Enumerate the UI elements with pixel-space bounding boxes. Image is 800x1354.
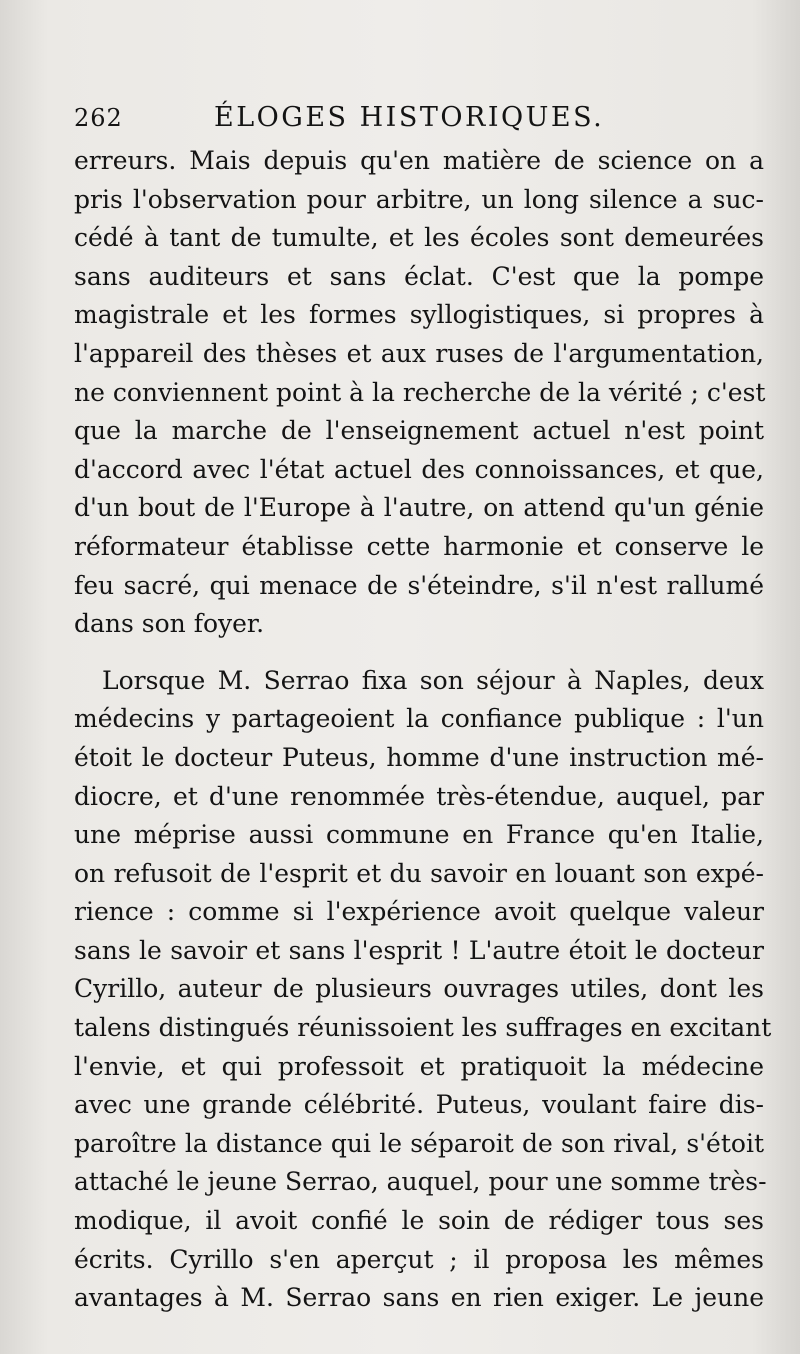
- page-header: [74, 98, 760, 138]
- text-line: l'appareil des thèses et aux ruses de l'argumentation,: [74, 338, 764, 368]
- text-line: pris l'observation pour arbitre, un long silence a suc-: [74, 184, 764, 214]
- text-line: attaché le jeune Serrao, auquel, pour une somme très-: [74, 1167, 767, 1197]
- text-line: on refusoit de l'esprit et du savoir en louant son expé-: [74, 858, 764, 888]
- text-line: Lorsque M. Serrao fixa son séjour à Naples, deux: [102, 665, 764, 695]
- paragraph-2: [74, 662, 772, 1318]
- text-line: étoit le docteur Puteus, homme d'une instruction mé-: [74, 742, 764, 772]
- body-text: [74, 142, 772, 1318]
- text-line: diocre, et d'une renommée très-étendue, auquel, par: [74, 781, 764, 811]
- text-line: l'envie, et qui professoit et pratiquoit la médecine: [74, 1051, 764, 1081]
- text-line: sans auditeurs et sans éclat. C'est que la pompe: [74, 261, 764, 291]
- running-title: ÉLOGES HISTORIQUES.: [214, 102, 605, 133]
- text-line: erreurs. Mais depuis qu'en matière de science on a: [74, 146, 764, 175]
- text-line: magistrale et les formes syllogistiques, si propres à: [74, 300, 764, 330]
- text-line: d'un bout de l'Europe à l'autre, on attend qu'un génie: [74, 493, 764, 523]
- paragraph-1: [74, 142, 764, 644]
- text-line: cédé à tant de tumulte, et les écoles sont demeurées: [74, 223, 764, 253]
- text-line: que la marche de l'enseignement actuel n'est point: [74, 416, 764, 446]
- paragraph-gap: [74, 644, 764, 662]
- text-line: sans le savoir et sans l'esprit ! L'autre étoit le docteur: [74, 935, 764, 965]
- text-line: ne conviennent point à la recherche de la vérité ; c'est: [74, 377, 766, 407]
- text-line: Cyrillo, auteur de plusieurs ouvrages utiles, dont les: [74, 974, 764, 1004]
- text-line: d'accord avec l'état actuel des connoissances, et que,: [74, 454, 764, 484]
- text-line: une méprise aussi commune en France qu'en Italie,: [74, 820, 764, 850]
- text-line: médecins y partageoient la confiance publique : l'un: [74, 704, 764, 734]
- text-line: talens distingués réunissoient les suffrages en excitant: [74, 1013, 772, 1043]
- page-number: 262: [74, 104, 123, 132]
- text-line: écrits. Cyrillo s'en aperçut ; il proposa les mêmes: [74, 1244, 764, 1274]
- text-line: avantages à M. Serrao sans en rien exiger. Le jeune: [74, 1283, 764, 1313]
- text-line: réformateur établisse cette harmonie et conserve le: [74, 531, 764, 561]
- text-line: avec une grande célébrité. Puteus, voulant faire dis-: [74, 1090, 764, 1120]
- text-line: rience : comme si l'expérience avoit quelque valeur: [74, 897, 764, 927]
- text-line: feu sacré, qui menace de s'éteindre, s'il n'est rallumé: [74, 570, 764, 600]
- text-line: paroître la distance qui le séparoit de son rival, s'étoit: [74, 1128, 764, 1158]
- text-line: modique, il avoit confié le soin de rédiger tous ses: [74, 1206, 764, 1236]
- text-line: dans son foyer.: [74, 609, 265, 639]
